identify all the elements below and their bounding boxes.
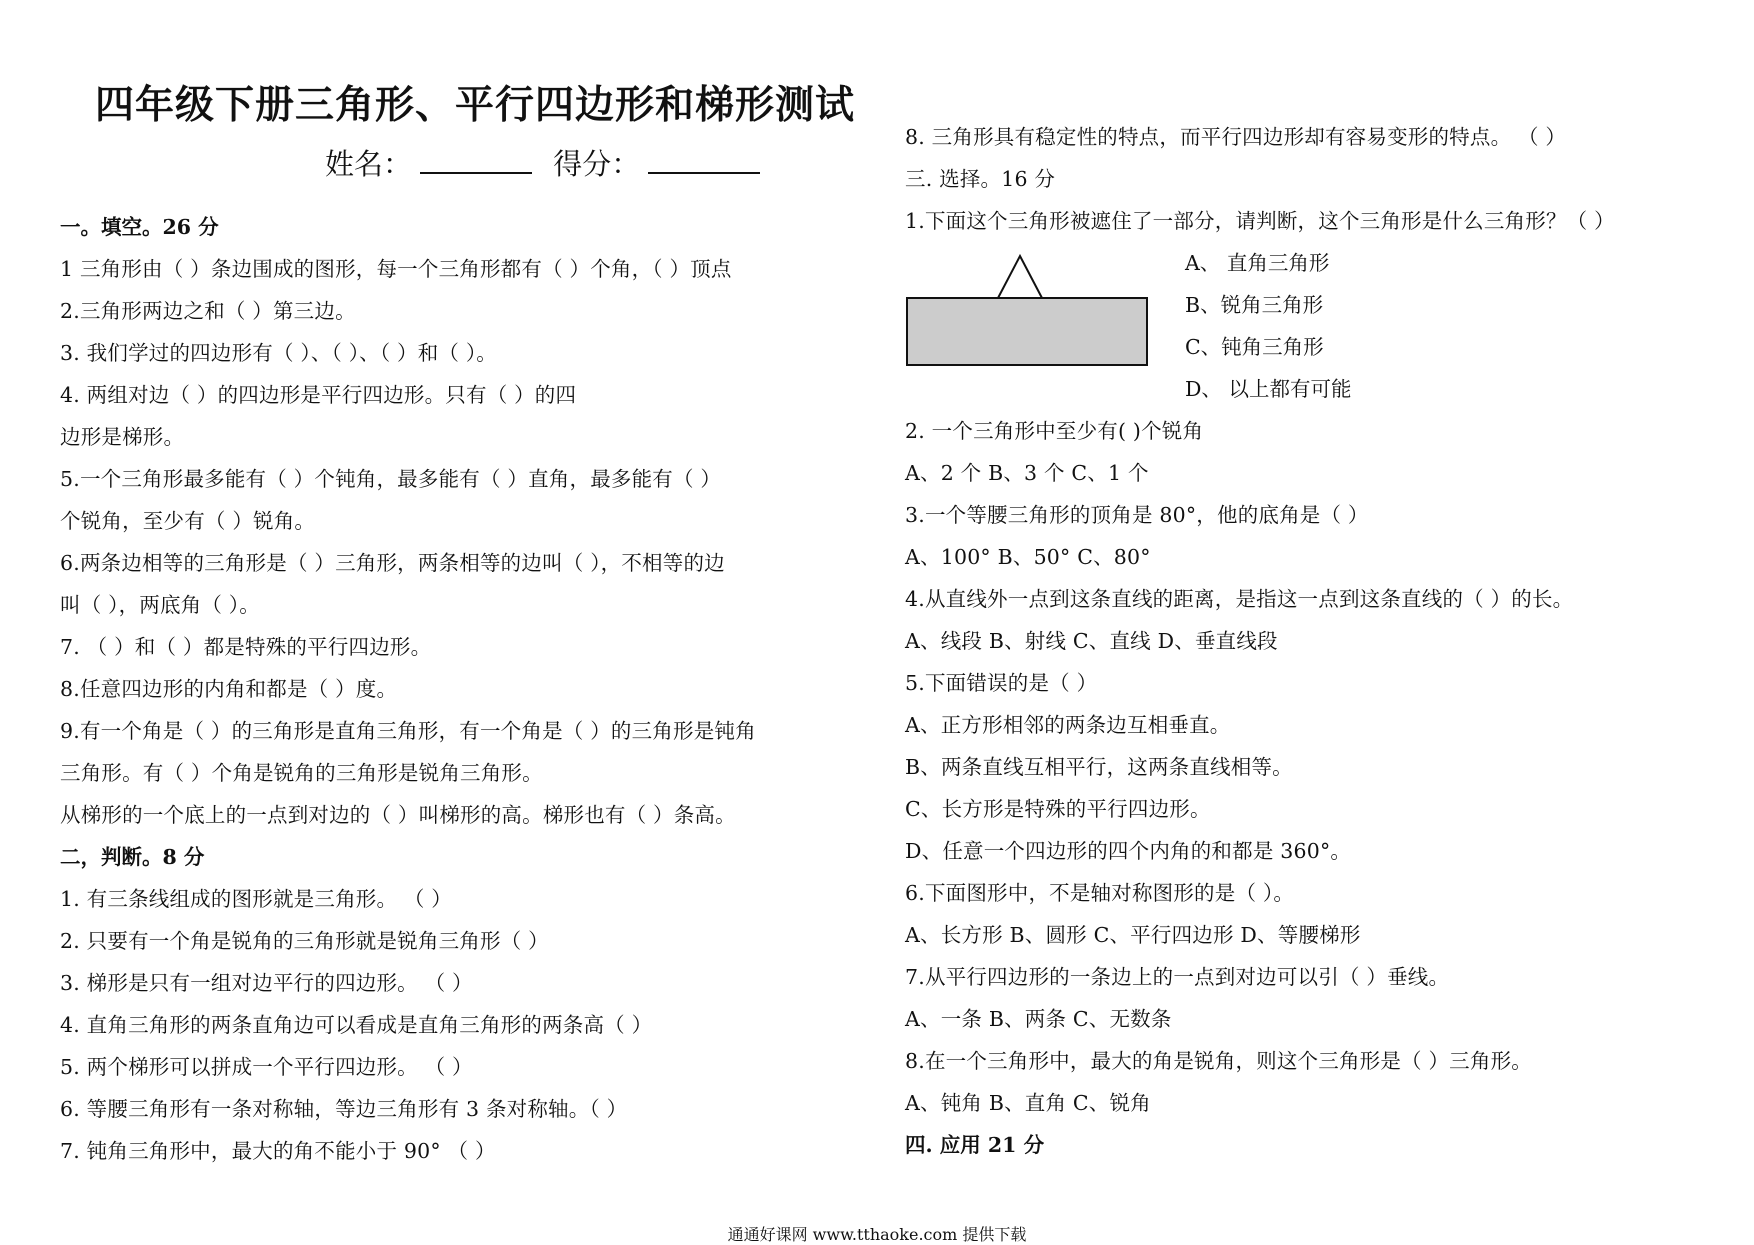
triangle-top: [998, 256, 1042, 298]
fill-question: 个锐角，至少有（ ）锐角。: [60, 509, 316, 533]
section-4-heading: 四. 应用 21 分: [905, 1133, 1045, 1157]
choice-line: 4.从直线外一点到这条直线的距离，是指这一点到这条直线的（ ）的长。: [905, 587, 1574, 611]
judge-question: 2. 只要有一个角是锐角的三角形就是锐角三角形（ ）: [60, 929, 549, 953]
page-title: 四年级下册三角形、平行四边形和梯形测试: [95, 83, 856, 128]
section-3-heading: 三. 选择。16 分: [905, 167, 1056, 191]
name-blank[interactable]: [420, 146, 532, 174]
left-column: [0, 0, 880, 1240]
choice-line: D、任意一个四边形的四个内角的和都是 360°。: [905, 839, 1352, 863]
choice-option: A、 直角三角形: [1185, 251, 1330, 275]
fill-question: 2.三角形两边之和（ ）第三边。: [60, 299, 356, 323]
choice-option: B、锐角三角形: [1185, 293, 1324, 317]
choice-line: A、线段 B、射线 C、直线 D、垂直线段: [905, 629, 1278, 653]
fill-question: 叫（ ），两底角（ ）。: [60, 593, 260, 617]
fill-question: 从梯形的一个底上的一点到对边的（ ）叫梯形的高。梯形也有（ ）条高。: [60, 803, 736, 827]
choice-option: C、钝角三角形: [1185, 335, 1324, 359]
covered-triangle-figure: [905, 252, 1153, 374]
choice-line: A、钝角 B、直角 C、锐角: [905, 1091, 1151, 1115]
judge-question: 1. 有三条线组成的图形就是三角形。 （ ）: [60, 887, 453, 911]
choice-option: D、 以上都有可能: [1185, 377, 1352, 401]
choice-line: B、两条直线互相平行，这两条直线相等。: [905, 755, 1293, 779]
choice-line: A、2 个 B、3 个 C、1 个: [905, 461, 1149, 485]
judge-question: 4. 直角三角形的两条直角边可以看成是直角三角形的两条高（ ）: [60, 1013, 653, 1037]
cover-rectangle: [907, 298, 1147, 365]
judge-question: 6. 等腰三角形有一条对称轴，等边三角形有 3 条对称轴。（ ）: [60, 1097, 628, 1121]
choice-line: 5.下面错误的是（ ）: [905, 671, 1098, 695]
choice-line: A、100° B、50° C、80°: [905, 545, 1151, 569]
judge-question: 7. 钝角三角形中，最大的角不能小于 90° （ ）: [60, 1139, 496, 1163]
fill-question: 三角形。有（ ）个角是锐角的三角形是锐角三角形。: [60, 761, 543, 785]
fill-question: 6.两条边相等的三角形是（ ）三角形，两条相等的边叫（ ），不相等的边: [60, 551, 725, 575]
choice-line: 7.从平行四边形的一条边上的一点到对边可以引（ ）垂线。: [905, 965, 1450, 989]
fill-question: 7. （ ）和（ ）都是特殊的平行四边形。: [60, 635, 432, 659]
fill-question: 9.有一个角是（ ）的三角形是直角三角形，有一个角是（ ）的三角形是钝角: [60, 719, 756, 743]
choice-question: 1.下面这个三角形被遮住了一部分，请判断，这个三角形是什么三角形？（ ）: [905, 209, 1615, 233]
choice-line: 2. 一个三角形中至少有( )个锐角: [905, 419, 1204, 443]
section-1-heading: 一。填空。26 分: [60, 215, 219, 239]
choice-line: A、一条 B、两条 C、无数条: [905, 1007, 1172, 1031]
choice-line: C、长方形是特殊的平行四边形。: [905, 797, 1211, 821]
fill-question: 边形是梯形。: [60, 425, 185, 449]
score-blank[interactable]: [648, 146, 760, 174]
judge-question: 5. 两个梯形可以拼成一个平行四边形。 （ ）: [60, 1055, 473, 1079]
choice-line: A、正方形相邻的两条边互相垂直。: [905, 713, 1231, 737]
page-footer: 通通好课网 www.tthaoke.com 提供下载: [727, 1225, 1027, 1244]
fill-question: 5.一个三角形最多能有（ ）个钝角，最多能有（ ）直角，最多能有（ ）: [60, 467, 722, 491]
judge-question: 3. 梯形是只有一组对边平行的四边形。 （ ）: [60, 971, 473, 995]
choice-line: 6.下面图形中，不是轴对称图形的是（ ）。: [905, 881, 1295, 905]
name-score-bar: [325, 142, 772, 183]
choice-line: 8.在一个三角形中，最大的角是锐角，则这个三角形是（ ）三角形。: [905, 1049, 1532, 1073]
score-label: 得分：: [553, 147, 641, 181]
fill-question: 1 三角形由（ ）条边围成的图形，每一个三角形都有（ ）个角，（ ）顶点: [60, 257, 732, 281]
fill-question: 4. 两组对边（ ）的四边形是平行四边形。只有（ ）的四: [60, 383, 577, 407]
fill-question: 3. 我们学过的四边形有（ ）、（ ）、（ ）和（ ）。: [60, 341, 497, 365]
fill-question: 8.任意四边形的内角和都是（ ）度。: [60, 677, 398, 701]
section-2-heading: 二，判断。8 分: [60, 845, 205, 869]
choice-line: 3.一个等腰三角形的顶角是 80°，他的底角是（ ）: [905, 503, 1369, 527]
choice-line: A、长方形 B、圆形 C、平行四边形 D、等腰梯形: [905, 923, 1361, 947]
judge-question: 8. 三角形具有稳定性的特点，而平行四边形却有容易变形的特点。 （ ）: [905, 125, 1567, 149]
name-label: 姓名：: [325, 147, 413, 181]
